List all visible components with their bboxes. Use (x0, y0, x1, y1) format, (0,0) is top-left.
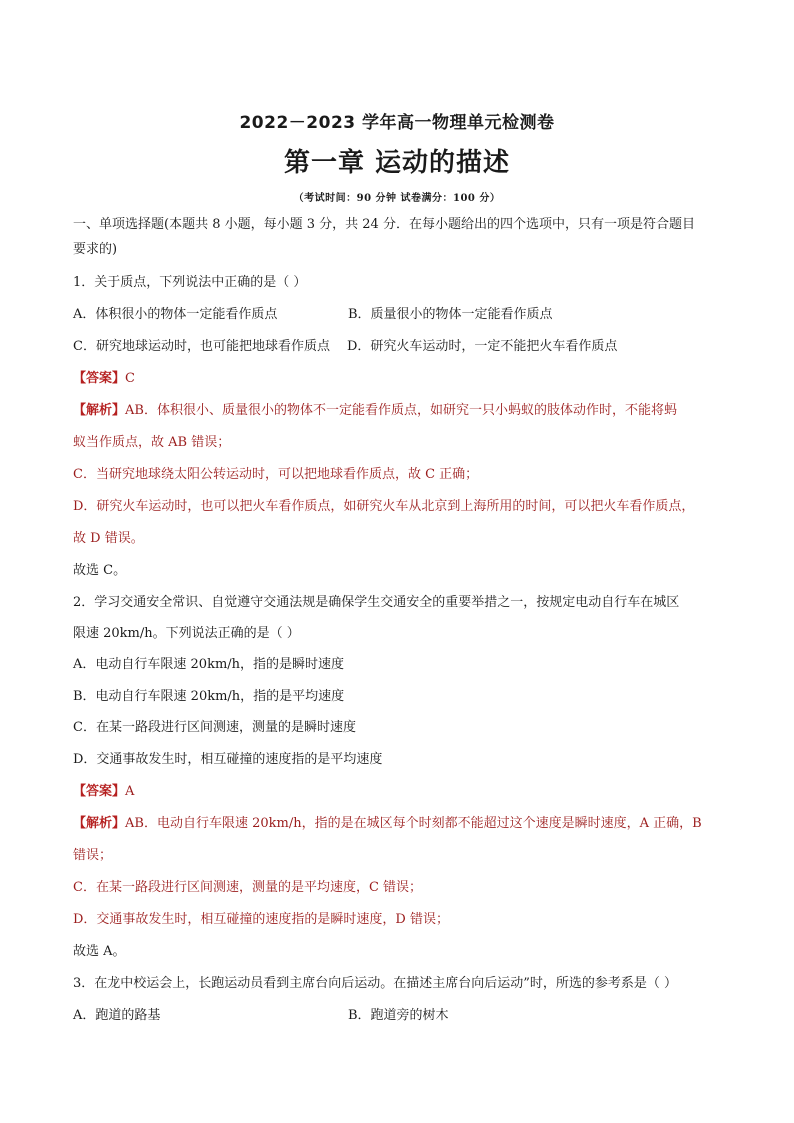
q2-stem-line2: 限速 20km/h。下列说法正确的是（ ） (73, 626, 300, 641)
q2-option-d: D．交通事故发生时，相互碰撞的速度指的是平均速度 (73, 752, 383, 767)
q2-option-a: A．电动自行车限速 20km/h，指的是瞬时速度 (73, 657, 345, 672)
q1-option-c: C．研究地球运动时，也可能把地球看作质点 (73, 339, 330, 354)
q1-option-d: D．研究火车运动时，一定不能把火车看作质点 (347, 339, 618, 354)
q1-analysis-line1 (73, 402, 677, 420)
answer-value: A (125, 784, 135, 799)
exam-info: （考试时间：90 分钟 试卷满分：100 分） (293, 193, 501, 204)
q2-stem-line1: 2．学习交通安全常识、自觉遵守交通法规是确保学生交通安全的重要举措之一，按规定电动自行车在城区 (73, 595, 680, 610)
q1-analysis-line2: 蚁当作质点，故 AB 错误； (73, 435, 231, 450)
q3-stem: 3．在龙中校运会上，长跑运动员看到主席台向后运动。在描述主席台向后运动”时，所选的参考系是（ ） (73, 976, 678, 991)
q2-conclusion: 故选 A。 (73, 944, 126, 959)
q2-analysis-line1 (73, 815, 702, 833)
q3-option-b: B．跑道旁的树木 (348, 1008, 449, 1023)
section-heading-line1: 一、单项选择题(本题共 8 小题，每小题 3 分，共 24 分．在每小题给出的四个选项中，只有一项是符合题目 (73, 217, 695, 232)
q1-option-b: B．质量很小的物体一定能看作质点 (348, 307, 553, 322)
q2-analysis-line4: D．交通事故发生时，相互碰撞的速度指的是瞬时速度，D 错误； (73, 912, 449, 927)
q1-stem: 1．关于质点，下列说法中正确的是（ ） (73, 275, 307, 290)
q3-option-a: A．跑道的路基 (73, 1008, 161, 1023)
q2-option-b: B．电动自行车限速 20km/h，指的是平均速度 (73, 689, 345, 704)
answer-value: C (125, 371, 135, 386)
q1-analysis-line4: D．研究火车运动时，也可以把火车看作质点，如研究火车从北京到上海所用的时间，可以把火车看作质点， (73, 499, 695, 514)
q1-analysis-line3: C．当研究地球绕太阳公转运动时，可以把地球看作质点，故 C 正确； (73, 467, 479, 482)
chapter-title: 第一章 运动的描述 (283, 148, 511, 178)
q2-analysis-line3: C．在某一路段进行区间测速，测量的是平均速度，C 错误； (73, 880, 423, 895)
analysis-text: AB．电动自行车限速 20km/h，指的是在城区每个时刻都不能超过这个速度是瞬时速度，A 正确，B (125, 816, 702, 831)
q2-option-c: C．在某一路段进行区间测速，测量的是瞬时速度 (73, 720, 356, 735)
q2-answer (73, 783, 134, 801)
answer-tag: 【答案】 (73, 784, 126, 799)
section-heading-line2: 要求的) (73, 242, 118, 257)
q1-option-a: A．体积很小的物体一定能看作质点 (73, 307, 278, 322)
q1-analysis-line5: 故 D 错误。 (73, 531, 144, 546)
q1-answer (73, 370, 135, 388)
q2-analysis-line2: 错误； (73, 848, 113, 863)
analysis-tag: 【解析】 (73, 403, 126, 418)
exam-title: 2022－2023 学年高一物理单元检测卷 (239, 113, 555, 133)
q1-conclusion: 故选 C。 (73, 563, 127, 578)
analysis-tag: 【解析】 (73, 816, 126, 831)
analysis-text: AB．体积很小、质量很小的物体不一定能看作质点，如研究一只小蚂蚁的肢体动作时，不能将蚂 (125, 403, 677, 418)
answer-tag: 【答案】 (73, 371, 126, 386)
